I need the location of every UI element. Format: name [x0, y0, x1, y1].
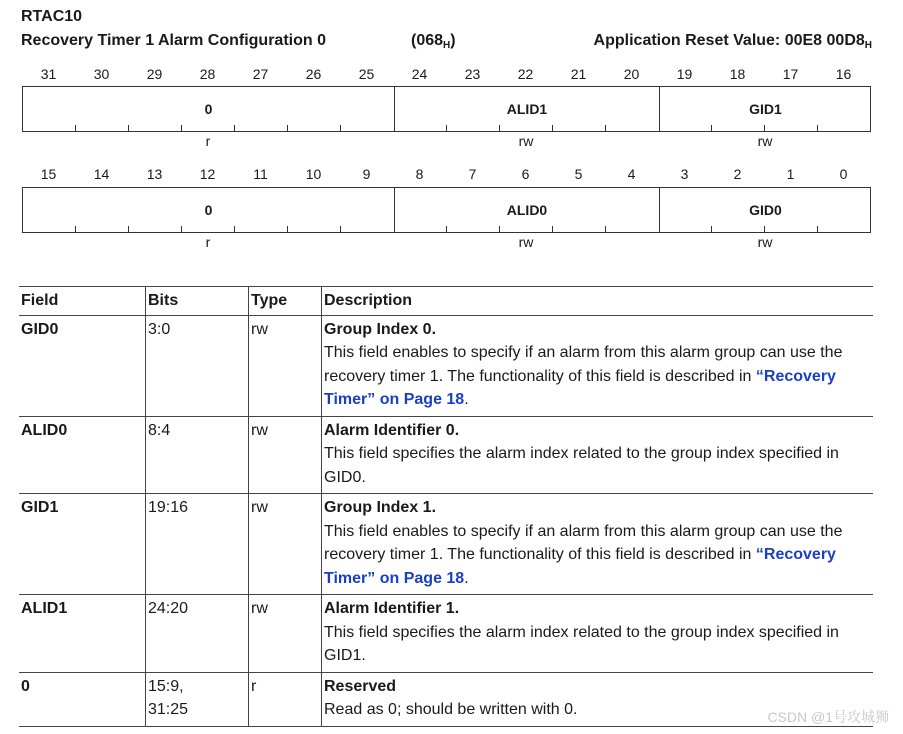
field-reserved-lower: 0 [204, 202, 213, 218]
bits-line: 31:25 [148, 701, 189, 718]
bit-number: 25 [358, 66, 375, 82]
cell-field: ALID1 [19, 595, 146, 673]
bit-number: 10 [305, 166, 322, 182]
cell-bits: 3:0 [146, 315, 249, 416]
reset-value [594, 32, 872, 51]
description-text: Read as 0; should be written with 0. [324, 701, 578, 718]
bit-number: 16 [835, 66, 852, 82]
header-field: Field [19, 287, 146, 316]
table-row [19, 494, 873, 595]
cell-type: rw [249, 315, 322, 416]
access-reserved-lower: r [205, 234, 211, 250]
bit-number: 31 [40, 66, 57, 82]
bits-line: 15:9, [148, 677, 184, 695]
bit-number: 7 [468, 166, 477, 182]
bit-number: 9 [362, 166, 371, 182]
bit-number: 22 [517, 66, 534, 82]
table-row [19, 672, 873, 726]
field-alid1: ALID1 [506, 101, 548, 117]
description-end: . [464, 569, 469, 587]
cell-description [322, 416, 874, 494]
register-name: RTAC10 [21, 8, 83, 25]
cell-field: GID1 [19, 494, 146, 595]
bit-number: 2 [733, 166, 742, 182]
table-header-row [19, 287, 873, 316]
description-title: Reserved [324, 677, 397, 695]
bit-number: 6 [521, 166, 530, 182]
bit-number: 23 [464, 66, 481, 82]
recovery-timer-link[interactable]: “Recovery Timer” on Page 18 [324, 367, 836, 408]
cell-type: rw [249, 595, 322, 673]
header-description: Description [322, 287, 874, 316]
field-description-table [19, 286, 873, 727]
reset-sub: H [864, 40, 872, 51]
register-offset: $(068_H)$ [411, 32, 456, 51]
cell-bits: 24:20 [146, 595, 249, 673]
table-row [19, 416, 873, 494]
recovery-timer-link[interactable]: “Recovery Timer” on Page 18 [324, 546, 836, 587]
description-title: Alarm Identifier 0. [324, 421, 460, 439]
bit-number: 30 [93, 66, 110, 82]
lower-register-box [22, 187, 871, 233]
upper-bit-numbers [22, 66, 872, 84]
bit-number: 21 [570, 66, 587, 82]
cell-type: rw [249, 416, 322, 494]
bit-number: 8 [415, 166, 424, 182]
cell-type: rw [249, 494, 322, 595]
cell-bits: 8:4 [146, 416, 249, 494]
offset-sub: H [443, 40, 451, 51]
bit-number: 13 [146, 166, 163, 182]
reset-label: Application Reset Value: 00E8 00D8 [593, 32, 865, 49]
bit-number: 1 [786, 166, 795, 182]
bit-number: 20 [623, 66, 640, 82]
watermark: CSDN @1号攻城狮 [767, 709, 889, 725]
bit-number: 5 [574, 166, 583, 182]
access-reserved-upper: r [205, 133, 211, 149]
cell-description [322, 494, 874, 595]
cell-bits [146, 672, 249, 726]
header-bits: Bits [146, 287, 249, 316]
upper-register-box [22, 86, 871, 132]
bit-number: 26 [305, 66, 322, 82]
cell-field: GID0 [19, 315, 146, 416]
description-text: This field specifies the alarm index related to the group index specified in GID0. [324, 445, 839, 486]
bit-number: 14 [93, 166, 110, 182]
description-text: This field enables to specify if an alarm from this alarm group can use the recovery timer 1. The functionality of this field is described in [324, 344, 843, 385]
bit-number: 12 [199, 166, 216, 182]
cell-type: r [249, 672, 322, 726]
bit-number: 17 [782, 66, 799, 82]
table-row [19, 315, 873, 416]
header-type: Type [249, 287, 322, 316]
bit-number: 19 [676, 66, 693, 82]
cell-description [322, 595, 874, 673]
bit-number: 0 [839, 166, 848, 182]
description-title: Alarm Identifier 1. [324, 600, 460, 617]
table-row [19, 595, 873, 673]
description-text: This field enables to specify if an alarm from this alarm group can use the recovery timer 1. The functionality of this field is described in [324, 522, 843, 563]
field-gid0: GID0 [749, 202, 782, 218]
description-text: This field specifies the alarm index related to the group index specified in GID1. [324, 623, 839, 664]
bit-number: 28 [199, 66, 216, 82]
bit-number: 11 [253, 166, 268, 182]
cell-description [322, 315, 874, 416]
field-gid1: GID1 [749, 101, 782, 117]
register-title: Recovery Timer 1 Alarm Configuration 0 [21, 32, 326, 49]
field-alid0: ALID0 [506, 202, 548, 218]
description-title: Group Index 0. [324, 320, 437, 338]
description-title: Group Index 1. [324, 499, 437, 516]
access-gid1: rw [757, 133, 773, 149]
bit-number: 18 [729, 66, 746, 82]
access-gid0: rw [757, 234, 773, 250]
field-reserved-upper: 0 [204, 101, 213, 117]
bit-number: 24 [411, 66, 428, 82]
description-end: . [464, 391, 469, 408]
access-alid1: rw [518, 133, 534, 149]
bit-number: 3 [680, 166, 689, 182]
lower-bit-numbers [22, 166, 872, 184]
bit-number: 27 [252, 66, 269, 82]
offset-value: 068 [416, 32, 444, 49]
cell-field: 0 [19, 672, 146, 726]
cell-field: ALID0 [19, 416, 146, 494]
cell-bits: 19:16 [146, 494, 249, 595]
bit-number: 15 [40, 166, 57, 182]
access-alid0: rw [518, 234, 534, 250]
bit-number: 4 [627, 166, 636, 182]
bit-number: 29 [146, 66, 163, 82]
